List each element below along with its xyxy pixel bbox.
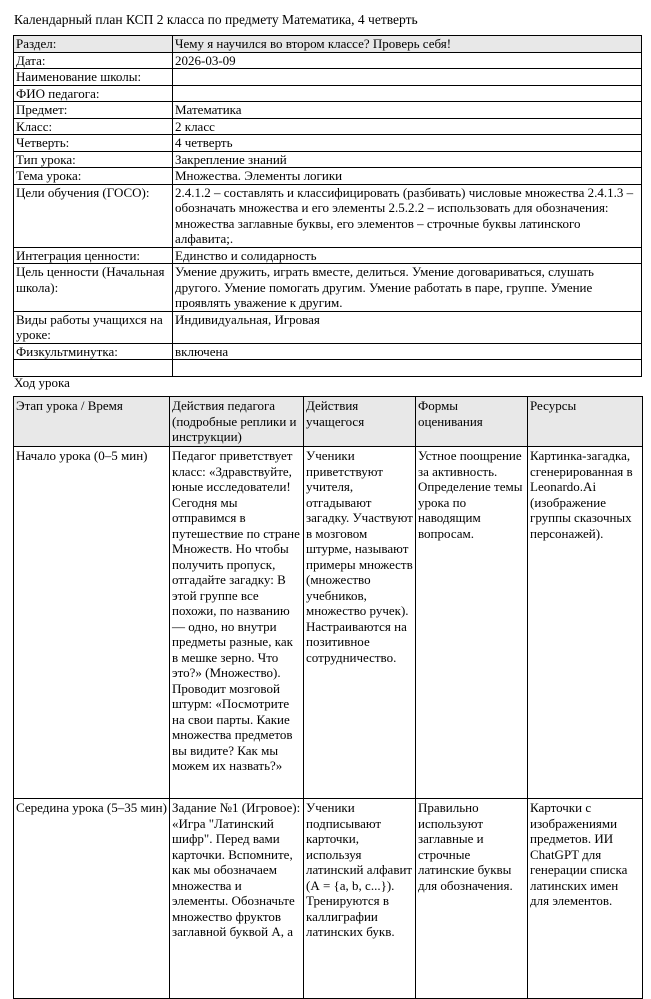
page-title: Календарный план КСП 2 класса по предмету Математика, 4 четверть [14,12,418,27]
info-value: Единство и солидарность [173,247,642,264]
lesson-stage-cell: Начало урока (0–5 мин) [14,447,170,799]
info-label: Дата: [14,52,173,69]
assessment-cell: Устное поощрение за активность. Определение темы урока по наводящим вопросам. [416,447,528,799]
info-row [14,151,642,168]
info-label: Раздел: [14,36,173,53]
lesson-column-header: Этап урока / Время [14,397,170,447]
info-row [14,135,642,152]
teacher-actions-cell: Задание №1 (Игровое): «Игра "Латинский шифр". Перед вами карточки. Вспомните, как мы обозначаем множества и элементы. Обозначьте множество фруктов заглавной буквой А, а [170,799,304,999]
info-row [14,69,642,86]
info-row [14,247,642,264]
info-row [14,360,642,377]
info-value: 4 четверть [173,135,642,152]
info-label: ФИО педагога: [14,85,173,102]
info-value: Закрепление знаний [173,151,642,168]
info-label: Класс: [14,118,173,135]
info-value: Множества. Элементы логики [173,168,642,185]
info-value: Индивидуальная, Игровая [173,311,642,343]
info-row [14,52,642,69]
lesson-stage-cell: Середина урока (5–35 мин) [14,799,170,999]
teacher-actions-cell: Педагог приветствует класс: «Здравствуйте, юные исследователи! Сегодня мы отправимся в путешествие по стране Множеств. Но чтобы получить пропуск, отгадайте загадку: В этой группе все похожи, по названию — одно, но внутри предметы разные, как в мешке зерно. Что это?» (Множество). Проводит мозговой штурм: «Посмотрите на свои парты. Какие множества предметов вы видите? Как мы можем их назвать?» [170,447,304,799]
info-label: Интеграция ценности: [14,247,173,264]
info-label: Виды работы учащихся на уроке: [14,311,173,343]
info-value: Математика [173,102,642,119]
info-row [14,343,642,360]
info-label: Четверть: [14,135,173,152]
info-label [14,360,173,377]
info-value [173,360,642,377]
lesson-column-header: Ресурсы [528,397,643,447]
lesson-column-header: Действия учащегося [304,397,416,447]
info-row [14,311,642,343]
info-value [173,69,642,86]
info-value: Чему я научился во втором классе? Проверь себя! [173,36,642,53]
info-label: Цели обучения (ГОСО): [14,184,173,247]
info-value: Умение дружить, играть вместе, делиться. Умение договариваться, слушать другого. Умение помогать другим. Умение работать в паре, группе. Умение проявлять уважение к другим. [173,264,642,312]
info-value: включена [173,343,642,360]
info-value: 2026-03-09 [173,52,642,69]
student-actions-cell: Ученики приветствуют учителя, отгадывают загадку. Участвуют в мозговом штурме, называют примеры множеств (множество учебников, множество ручек). Настраиваются на позитивное сотрудничество. [304,447,416,799]
info-row [14,168,642,185]
info-label: Наименование школы: [14,69,173,86]
info-row [14,264,642,312]
info-row [14,102,642,119]
info-label: Физкультминутка: [14,343,173,360]
resources-cell: Картинка-загадка, сгенерированная в Leonardo.Ai (изображение группы сказочных персонажей). [528,447,643,799]
info-value [173,85,642,102]
student-actions-cell: Ученики подписывают карточки, используя латинский алфавит (А = {a, b, c...}). Тренируются в каллиграфии латинских букв. [304,799,416,999]
lesson-column-header: Формы оценивания [416,397,528,447]
assessment-cell: Правильно используют заглавные и строчные латинские буквы для обозначения. [416,799,528,999]
lesson-info-table [13,35,642,377]
info-label: Тип урока: [14,151,173,168]
info-label: Предмет: [14,102,173,119]
info-row [14,184,642,247]
info-row [14,118,642,135]
resources-cell: Карточки с изображениями предметов. ИИ ChatGPT для генерации списка латинских имен для элементов. [528,799,643,999]
info-value: 2 класс [173,118,642,135]
lesson-flow-table [13,396,643,999]
info-label: Цель ценности (Начальная школа): [14,264,173,312]
info-row [14,36,642,53]
lesson-column-header: Действия педагога (подробные реплики и инструкции) [170,397,304,447]
lesson-flow-heading: Ход урока [14,375,70,390]
info-label: Тема урока: [14,168,173,185]
info-value: 2.4.1.2 – составлять и классифицировать (разбивать) числовые множества 2.4.1.3 – обозначать множества и его элементы 2.5.2.2 – использовать для обозначения: множества заглавные буквы, его элементов – строчные буквы латинского алфавита;. [173,184,642,247]
lesson-row [14,447,643,799]
lesson-row [14,799,643,999]
info-row [14,85,642,102]
